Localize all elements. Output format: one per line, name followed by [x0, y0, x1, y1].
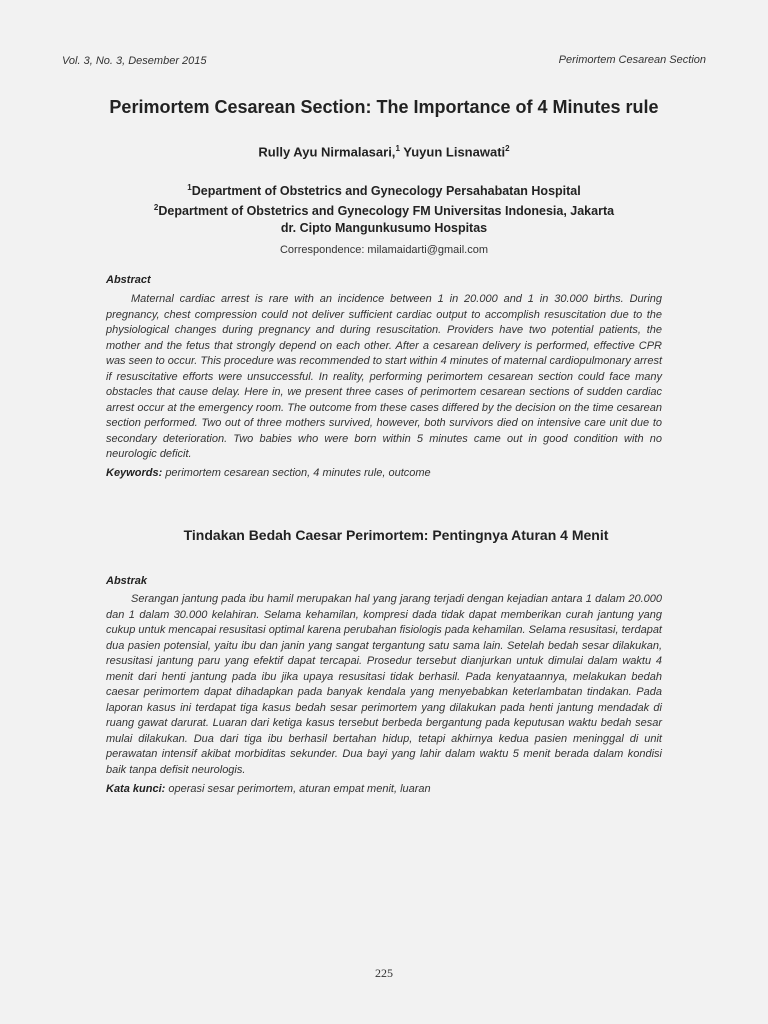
affiliation-text: dr. Cipto Mangunkusumo Hospitas — [280, 221, 488, 235]
journal-volume: Vol. 3, No. 3, Desember 2015 — [62, 55, 207, 67]
author-affiliation-mark: 1 — [395, 144, 400, 153]
abstrak-body — [106, 592, 662, 778]
keywords-line — [106, 467, 662, 479]
abstrak-heading: Abstrak — [106, 575, 147, 587]
indonesian-title: Tindakan Bedah Caesar Perimortem: Pentingnya Aturan 4 Menit — [183, 527, 609, 543]
author-list — [0, 144, 768, 159]
kata-kunci-line — [106, 783, 662, 795]
page-number: 225 — [375, 966, 393, 980]
keywords-label: Keywords: — [106, 467, 163, 479]
affiliation-text: Department of Obstetrics and Gynecology FM Universitas Indonesia, Jakarta — [158, 204, 615, 219]
author-affiliation-mark: 2 — [505, 144, 510, 153]
affiliation-3 — [0, 221, 768, 235]
affiliation-text: Department of Obstetrics and Gynecology Persahabatan Hospital — [191, 184, 581, 199]
abstract-body — [106, 292, 662, 463]
kata-kunci-text: operasi sesar perimortem, aturan empat menit, luaran — [168, 783, 431, 795]
running-title: Perimortem Cesarean Section — [558, 54, 706, 66]
abstract-heading: Abstract — [106, 274, 151, 286]
affiliation-1 — [0, 183, 768, 198]
abstract-text: Maternal cardiac arrest is rare with an incidence between 1 in 20.000 and 1 in 30.000 births. During pregnancy, chest compression could not deliver sufficient cardiac output to accomplish resuscitation due to the physiological changes during pregnancy and during resuscitation. Providers have two potential patients, the mother and the fetus that strongly depend on each other. After a cesarean delivery is performed, effective CPR was seen to occur. This procedure was recommended to start within 4 minutes of maternal cardiopulmonary arrest if resuscitative efforts were unsuccessful. In reality, performing perimortem cesarean section could face many obstacles that cause delay. Here in, we present three cases of perimortem cesarean sections of sudden cardiac arrest occur at the emergency room. The outcome from these cases differed by the decision on the time cesarean section performed. Two out of three mothers survived, however, both survivors died on intensive care unit due to secondary deterioration. Two babies who were born within 5 minutes came out in good condition with no neurologic deficit. — [106, 293, 662, 460]
affiliation-mark: 1 — [187, 183, 192, 192]
abstrak-text: Serangan jantung pada ibu hamil merupakan hal yang jarang terjadi dengan kejadian antara 1 dalam 20.000 dan 1 dalam 30.000 kelahiran. Selama kehamilan, kompresi dada tidak dapat memberikan curah jantung yang cukup untuk mencapai resusitasi optimal karena perubahan fisiologis pada kehamilan. Selama resusitasi, terdapat dua pasien potensial, yaitu ibu dan janin yang sangat tergantung satu sama lain. Setelah bedah sesar dilakukan, resusitasi jantung paru yang efektif dapat tercapai. Prosedur tersebut dianjurkan untuk dimulai dalam waktu 4 menit dari henti jantung pada ibu jika upaya resusitasi tidak berhasil. Pada kenyataannya, melakukan bedah caesar perimortem dapat dihadapkan pada banyak kendala yang menyebabkan keterlambatan tindakan. Pada laporan kasus ini terdapat tiga kasus bedah sesar perimortem yang dilakukan pada henti jantung mendadak di ruang gawat darurat. Luaran dari ketiga kasus tersebut berbeda bergantung pada keputusan waktu bedah sesar mulai dilakukan. Dua dari tiga ibu berhasil bertahan hidup, tetapi akhirnya kedua pasien meninggal di unit perawatan intensif akibat morbiditas sekunder. Dua bayi yang lahir dalam waktu 5 menit berada dalam kondisi baik tanpa defisit neurologis. — [106, 593, 662, 776]
author-name: Rully Ayu Nirmalasari, — [258, 144, 396, 160]
author-name: Yuyun Lisnawati — [403, 144, 506, 160]
article-title: Perimortem Cesarean Section: The Importance of 4 Minutes rule — [109, 97, 659, 117]
affiliation-mark: 2 — [153, 203, 159, 212]
keywords-text: perimortem cesarean section, 4 minutes rule, outcome — [165, 467, 431, 479]
kata-kunci-label: Kata kunci: — [106, 783, 166, 795]
affiliation-2 — [0, 203, 768, 218]
correspondence-line: Correspondence: milamaidarti@gmail.com — [279, 244, 489, 256]
